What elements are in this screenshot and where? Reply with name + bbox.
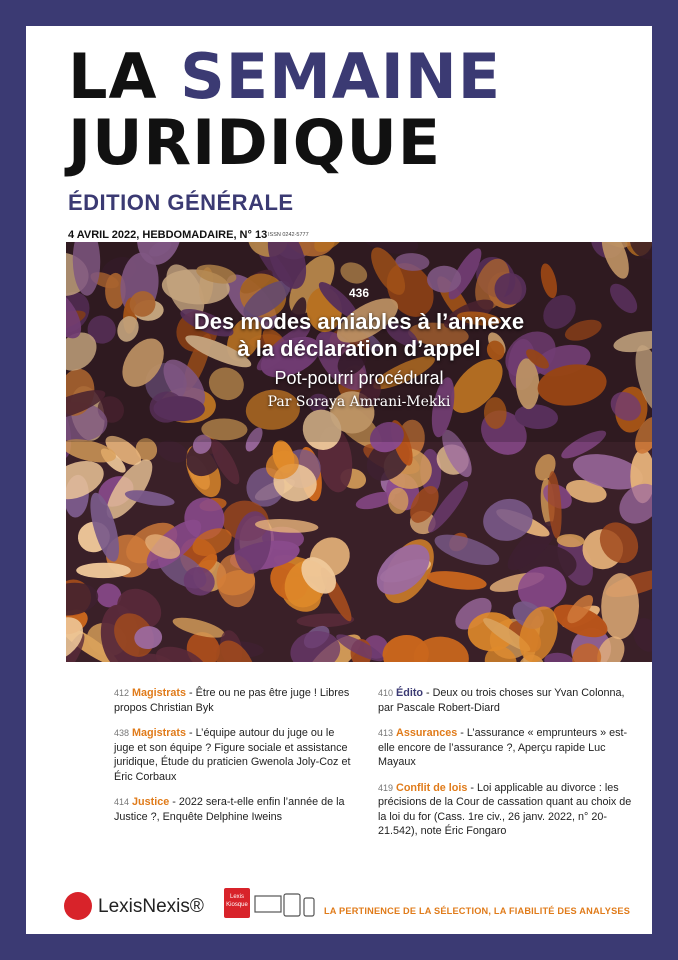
toc-text: - Deux ou trois choses sur Yvan Colonna, par Pascale Robert-Diard (378, 687, 625, 714)
toc-page-number: 419 (378, 782, 394, 793)
devices-icon (254, 892, 320, 918)
cover-image (66, 242, 652, 662)
toc-right-column (378, 686, 642, 850)
toc-page-number: 412 (114, 688, 130, 698)
kiosque-line2: Kiosque (226, 902, 248, 908)
toc-rubric: Conflit de lois (396, 781, 468, 794)
cover-story-number: 436 (348, 286, 370, 300)
toc-rubric: Magistrats (132, 727, 187, 739)
toc-entry[interactable] (114, 795, 354, 824)
lexisnexis-logo-text: LexisNexis® (98, 896, 204, 917)
magazine-cover (26, 26, 652, 934)
masthead-line1 (68, 40, 502, 113)
headline-line1: Des modes amiables à l’annexe (193, 309, 525, 334)
issue-dateline: 4 AVRIL 2022, HEBDOMADAIRE, N° 13 (68, 229, 268, 241)
issn-label: ISSN 0242-5777 (268, 232, 309, 238)
lexisnexis-logo-icon (64, 892, 92, 920)
cover-story-headline (66, 308, 652, 362)
toc-page-number: 413 (378, 728, 394, 738)
toc-rubric: Magistrats (132, 687, 187, 699)
tagline: LA PERTINENCE DE LA SÉLECTION, LA FIABILITÉ DES ANALYSES (324, 906, 631, 916)
toc-rubric: Assurances (396, 727, 458, 739)
cover-story-byline: Par Soraya Amrani-Mekki (267, 394, 451, 410)
toc-entry[interactable] (378, 781, 642, 839)
masthead-word-la: LA (68, 40, 158, 113)
edition-label: ÉDITION GÉNÉRALE (68, 190, 294, 215)
toc-rubric: Édito (396, 687, 424, 699)
potpourri-photo (66, 242, 652, 662)
cover-story-subtitle: Pot-pourri procédural (274, 368, 444, 388)
headline-line2: à la déclaration d’appel (237, 336, 481, 361)
kiosque-line1: Lexis (229, 894, 244, 900)
toc-page-number: 438 (114, 728, 130, 738)
toc-rubric: Justice (132, 796, 170, 808)
toc-entry[interactable] (378, 686, 642, 715)
toc-left-column (114, 686, 354, 835)
toc-text: - Être ou ne pas être juge ! Libres propos Christian Byk (114, 687, 350, 714)
toc-text: - L’équipe autour du juge ou le juge et son équipe ? Figure sociale et assistance juridique, Étude du praticien Gwenola Joly-Coz et Éric Corbaux (114, 727, 351, 783)
toc-page-number: 410 (378, 688, 394, 698)
masthead-line2: JURIDIQUE (68, 106, 442, 179)
toc-entry[interactable] (114, 686, 354, 715)
cover-footer (26, 882, 652, 922)
toc-entry[interactable] (378, 726, 642, 770)
toc-text: - Loi applicable au divorce : les précisions de la Cour de cassation quant au choix de la loi du for (Cass. 1re civ., 26 janv. 2022, n° 20-21.542), note Éric Fongaro (378, 781, 632, 837)
toc-page-number: 414 (114, 797, 130, 807)
masthead-word-semaine: SEMAINE (180, 40, 502, 113)
lexis-kiosque-badge (224, 888, 250, 918)
toc-text: - L’assurance « emprunteurs » est-elle encore de l’assurance ?, Aperçu rapide Luc Mayaux (378, 727, 628, 768)
toc-text: - 2022 sera-t-elle enfin l’année de la Justice ?, Enquête Delphine Iweins (114, 796, 345, 823)
toc-entry[interactable] (114, 726, 354, 784)
